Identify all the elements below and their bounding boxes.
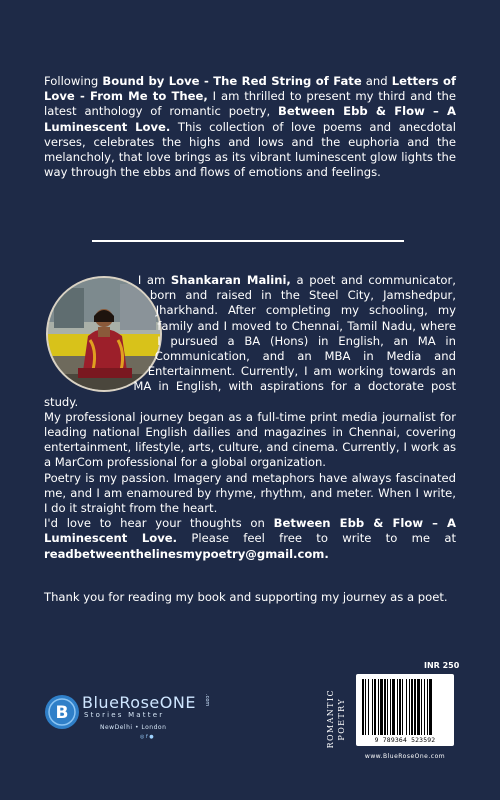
author-name: Shankaran Malini, — [170, 273, 291, 287]
bio-text: I'd love to hear your thoughts on — [44, 516, 274, 531]
bio-text: a poet and communicator, born and raised in the Steel City, Jamshedpur, Jharkhand. After completing my schooling, my family and I moved to Chennai, Tamil Nadu, where I pursued a BA (Hons) in English, an MA in Communication, and an MBA in Media and Entertainment. Currently, I am working towards an MA in English, with aspirations for a doctorate post study. — [44, 273, 456, 409]
genre-label — [320, 684, 352, 754]
bio-text: I am — [137, 273, 171, 287]
publisher-name: BlueRoseONE — [82, 693, 196, 712]
book-title-3: Between Ebb & Flow – A Luminescent Love. — [44, 516, 456, 546]
bio-paragraph-2: My professional journey began as a full-time print media journalist for leading national English dailies and magazines in Chennai, covering entertainment, lifestyle, arts, culture, and cinema. Currently, I work as a MarCom professional for a global organization. — [44, 409, 456, 470]
divider-line — [92, 240, 404, 242]
book-title-2: Letters of Love - From Me to Thee, — [44, 74, 456, 104]
genre-line-2: POETRY — [337, 697, 346, 741]
intro-paragraph — [44, 74, 456, 180]
publisher-logo — [44, 690, 224, 750]
social-icons: ◎ f ● — [140, 734, 154, 740]
photo-spacer — [44, 273, 162, 391]
barcode-icon — [360, 679, 450, 735]
isbn-barcode — [356, 674, 454, 746]
publisher-locations: NewDelhi • London — [100, 724, 167, 731]
book-title-1: Bound by Love - The Red String of Fate — [102, 74, 362, 88]
isbn-number: 9 789364 523592 — [374, 736, 436, 744]
bio-paragraph-4 — [44, 516, 456, 562]
intro-text: and — [361, 74, 392, 88]
intro-text: Following — [44, 74, 103, 88]
logo-letter: B — [55, 703, 69, 723]
author-bio — [44, 273, 456, 562]
publisher-dotcom: .com — [204, 694, 210, 707]
price-label: INR 250 — [424, 661, 460, 670]
bio-text: Please feel free to write to me at — [177, 531, 456, 546]
publisher-url: www.BlueRoseOne.com — [364, 753, 446, 760]
author-email: readbetweenthelinesmypoetry@gmail.com. — [44, 546, 329, 561]
intro-text: This collection of love poems and anecdotal verses, celebrates the highs and lows and the euphoria and the melancholy, that love brings as its vibrant luminescent glow lights the way through the ebbs and flows of emotions and feelings. — [44, 119, 456, 180]
bio-paragraph-3: Poetry is my passion. Imagery and metaphors have always fascinated me, and I am enamoured by rhyme, rhythm, and meter. When I write, I do it straight from the heart. — [44, 470, 456, 516]
book-title-3: Between Ebb & Flow – A Luminescent Love. — [44, 104, 456, 134]
genre-line-1: ROMANTIC — [326, 689, 335, 749]
publisher-tagline: Stories Matter — [84, 711, 165, 719]
publisher-badge-icon — [44, 694, 80, 730]
thank-you-note: Thank you for reading my book and supporting my journey as a poet. — [44, 590, 448, 604]
intro-text: I am thrilled to present my third and the latest anthology of romantic poetry, — [44, 89, 456, 119]
